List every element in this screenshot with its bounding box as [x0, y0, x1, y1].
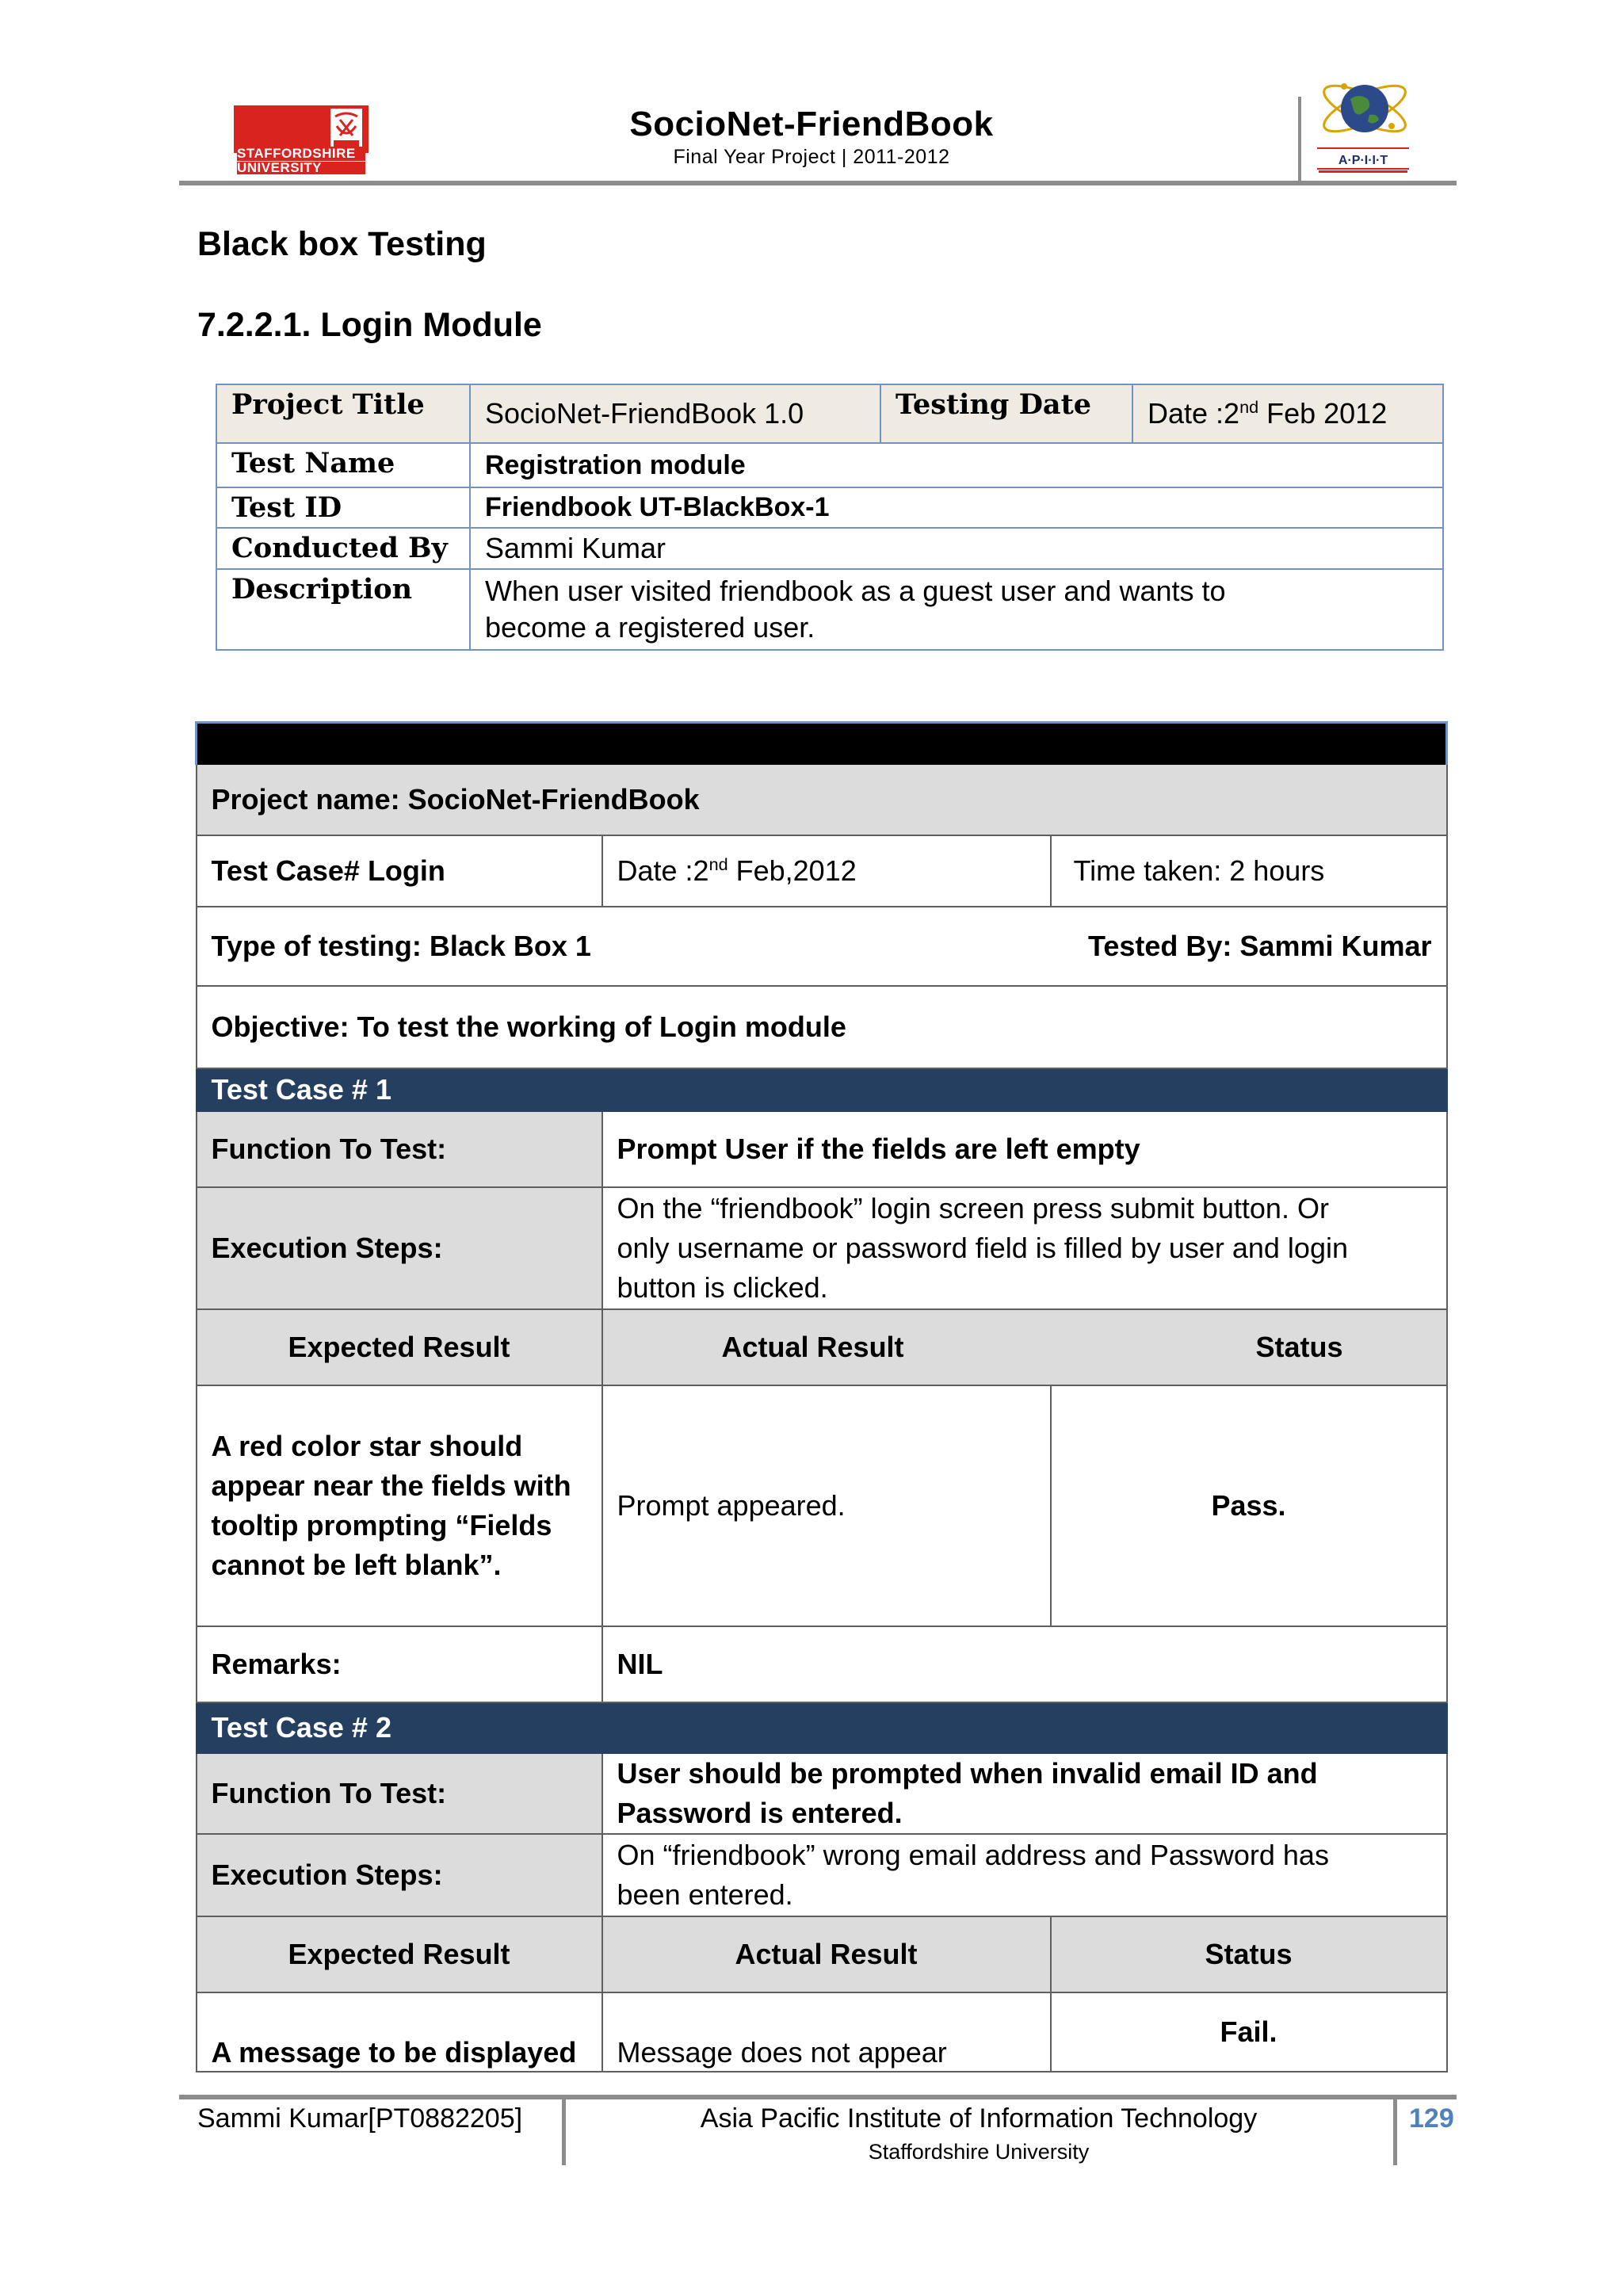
test-case-2-title: Test Case # 2 — [197, 1702, 1447, 1753]
test-case-1-function-value: Prompt User if the fields are left empty — [602, 1111, 1447, 1187]
time-taken: Time taken: 2 hours — [1051, 835, 1447, 907]
table-header-bar — [197, 723, 1447, 765]
description-value: When user visited friendbook as a guest user and wants to become a registered user. — [470, 569, 1443, 650]
test-case-1-actual-header: Actual Result — [602, 1309, 1051, 1385]
project-title-label: Project Title — [216, 384, 470, 443]
header-rule — [179, 181, 1457, 185]
conducted-by-value: Sammi Kumar — [470, 528, 1443, 569]
test-case-1-status-header: Status — [1051, 1309, 1447, 1385]
test-case-1-actual-value: Prompt appeared. — [602, 1385, 1051, 1626]
test-id-label: Test ID — [216, 487, 470, 528]
section-heading: Black box Testing — [197, 225, 487, 263]
staffordshire-logo-line1: STAFFORDSHIRE — [237, 147, 365, 161]
test-case-1-steps-label: Execution Steps: — [197, 1187, 602, 1309]
test-info-table — [216, 384, 1444, 651]
header-title: SocioNet-FriendBook — [629, 105, 994, 143]
testing-date-label: Testing Date — [880, 384, 1132, 443]
test-case-1-expected-header: Expected Result — [197, 1309, 602, 1385]
project-title-value: SocioNet-FriendBook 1.0 — [470, 384, 880, 443]
testing-date-value: Date :2nd Feb 2012 — [1132, 384, 1443, 443]
objective: Objective: To test the working of Login module — [197, 986, 1447, 1068]
footer-university: Staffordshire University — [868, 2140, 1090, 2164]
test-case-table — [195, 721, 1448, 2073]
subsection-heading: 7.2.2.1. Login Module — [197, 306, 542, 344]
footer-rule — [179, 2095, 1457, 2099]
test-id-value: Friendbook UT-BlackBox-1 — [470, 487, 1443, 528]
test-case-id: Test Case# Login — [197, 835, 602, 907]
test-case-1-function-label: Function To Test: — [197, 1111, 602, 1187]
test-case-2-expected-header: Expected Result — [197, 1916, 602, 1992]
test-case-1-expected-value: A red color star should appear near the fields with tooltip prompting “Fields cannot be left blank”. — [197, 1385, 602, 1626]
footer-institute: Asia Pacific Institute of Information Technology — [700, 2103, 1258, 2134]
conducted-by-label: Conducted By — [216, 528, 470, 569]
header-divider — [1298, 97, 1301, 182]
footer-divider-right — [1393, 2097, 1397, 2165]
page-number: 129 — [1409, 2103, 1454, 2134]
test-case-2-steps-label: Execution Steps: — [197, 1834, 602, 1916]
test-case-2-status-value: Fail. — [1051, 1992, 1447, 2072]
tested-by: Tested By: Sammi Kumar — [1088, 930, 1432, 962]
test-name-value: Registration module — [470, 443, 1443, 487]
footer-divider-left — [562, 2097, 566, 2165]
test-case-2-function-value: User should be prompted when invalid email ID and Password is entered. — [602, 1753, 1447, 1834]
type-of-testing: Type of testing: Black Box 1 — [211, 930, 591, 962]
test-case-2-expected-value: A message to be displayed — [197, 1992, 602, 2072]
header-subtitle: Final Year Project | 2011-2012 — [673, 146, 950, 168]
footer-author: Sammi Kumar[PT0882205] — [197, 2103, 523, 2134]
globe-icon — [1316, 75, 1411, 178]
test-case-1-status-value: Pass. — [1051, 1385, 1447, 1626]
apiit-logo — [1316, 75, 1411, 178]
test-case-1-remarks-value: NIL — [602, 1626, 1447, 1702]
test-date: Date :2nd Feb,2012 — [602, 835, 1051, 907]
project-name: Project name: SocioNet-FriendBook — [197, 764, 1447, 835]
description-label: Description — [216, 569, 470, 650]
test-case-2-actual-value: Message does not appear — [602, 1992, 1051, 2072]
test-name-label: Test Name — [216, 443, 470, 487]
test-case-2-steps-value: On “friendbook” wrong email address and Password has been entered. — [602, 1834, 1447, 1916]
test-case-1-title: Test Case # 1 — [197, 1068, 1447, 1111]
staffordshire-logo-line2: UNIVERSITY — [237, 161, 365, 174]
type-tested-row — [197, 907, 1447, 986]
test-case-2-status-header: Status — [1051, 1916, 1447, 1992]
apiit-logo-text: A·P·I·I·T — [1338, 154, 1388, 167]
test-case-2-function-label: Function To Test: — [197, 1753, 602, 1834]
test-case-2-actual-header: Actual Result — [602, 1916, 1051, 1992]
test-case-1-remarks-label: Remarks: — [197, 1626, 602, 1702]
test-case-1-steps-value: On the “friendbook” login screen press submit button. Or only username or password field is filled by user and login button is clicked. — [602, 1187, 1447, 1309]
